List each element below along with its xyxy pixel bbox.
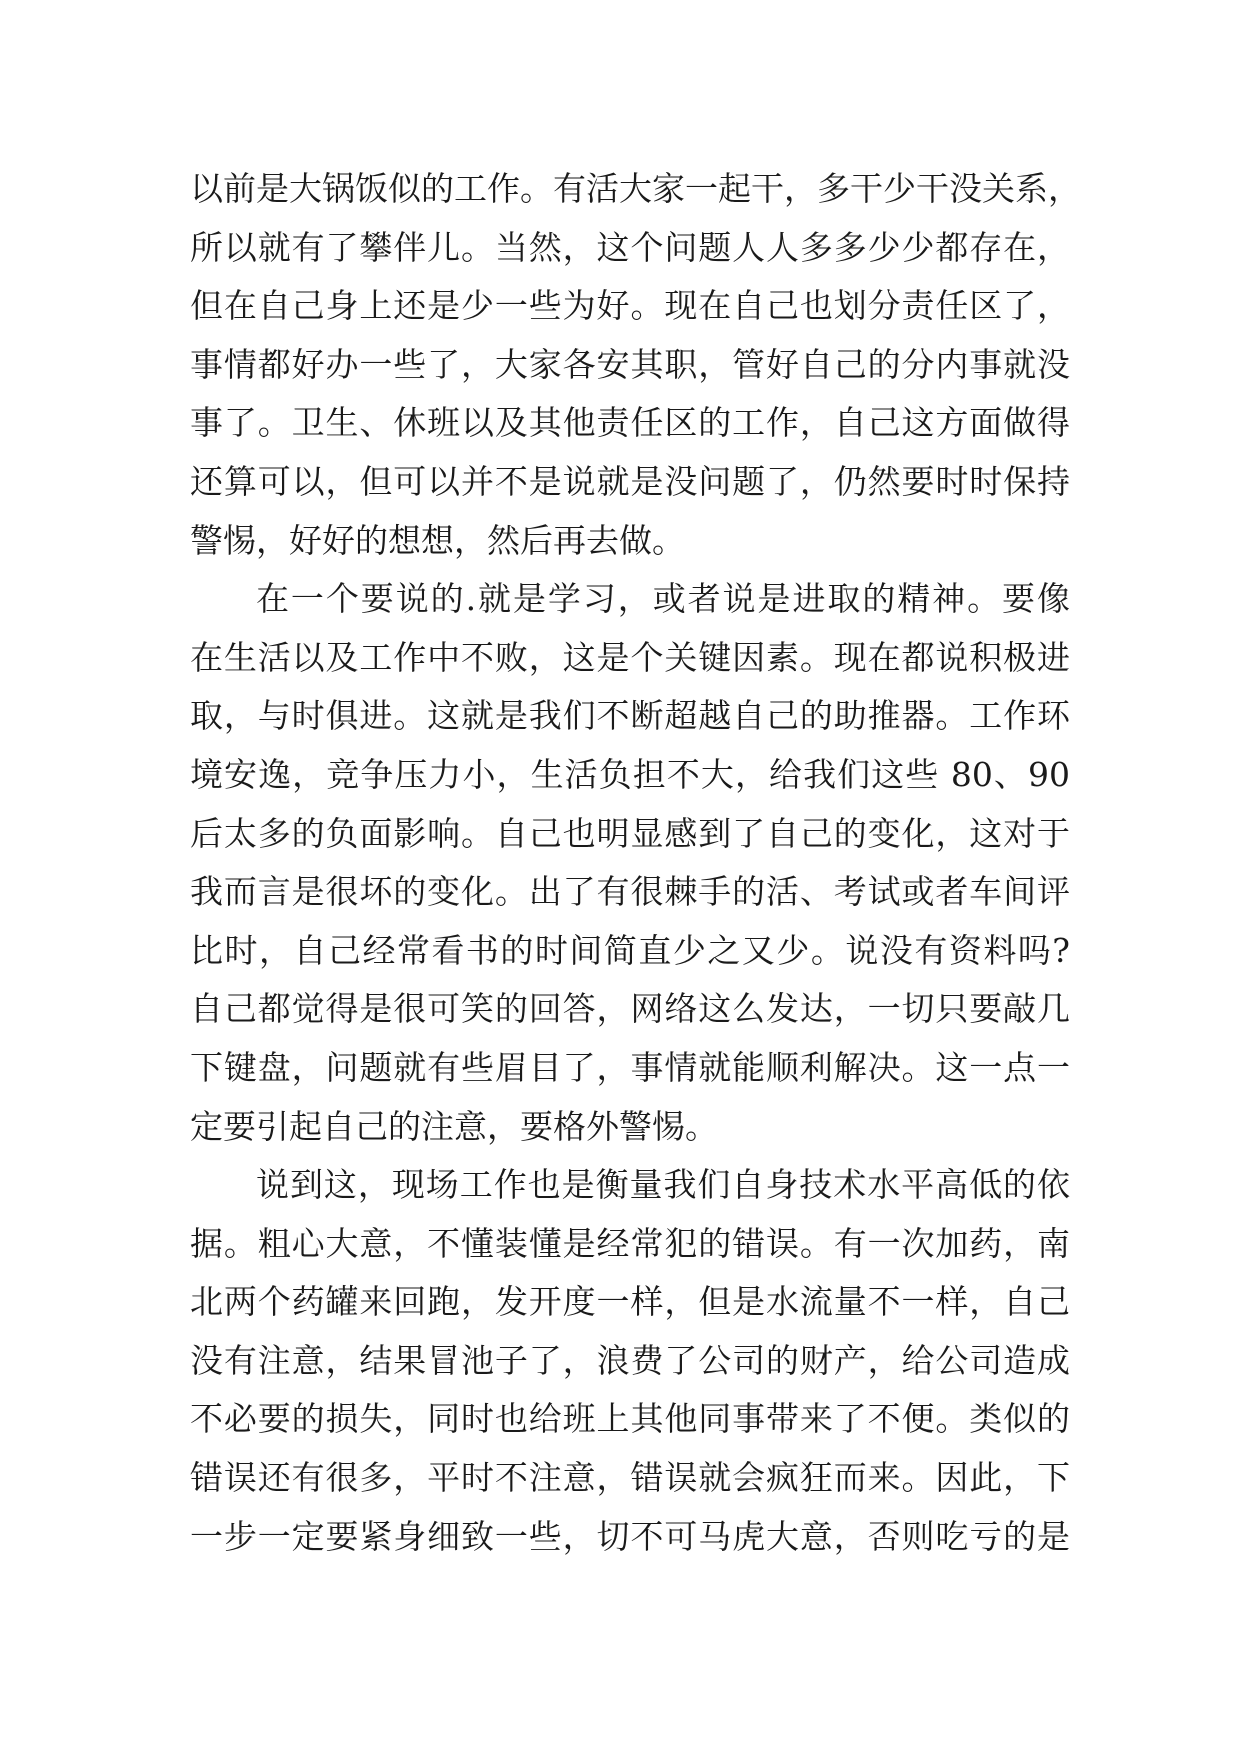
text-line: 定要引起自己的注意，要格外警惕。 (190, 1106, 718, 1146)
text-line: 北两个药罐来回跑，发开度一样，但是水流量不一样，自己 (190, 1282, 1070, 1322)
text-line: 没有注意，结果冒池子了，浪费了公司的财产，给公司造成 (190, 1340, 1070, 1380)
text-line: 后太多的负面影响。自己也明显感到了自己的变化，这对于 (190, 813, 1070, 853)
text-line: 一步一定要紧身细致一些，切不可马虎大意，否则吃亏的是 (190, 1516, 1070, 1556)
text-line: 所以就有了攀伴儿。当然，这个问题人人多多少少都存在， (190, 227, 1070, 267)
text-line: 事情都好办一些了，大家各安其职，管好自己的分内事就没 (190, 344, 1070, 384)
body-text (190, 160, 1081, 1566)
text-line: 以前是大锅饭似的工作。有活大家一起干，多干少干没关系， (190, 169, 1081, 208)
text-line: 比时，自己经常看书的时间简直少之又少。说没有资料吗? (190, 930, 1070, 970)
text-line: 警惕，好好的想想，然后再去做。 (190, 520, 685, 560)
text-line: 但在自己身上还是少一些为好。现在自己也划分责任区了， (190, 286, 1070, 326)
text-line: 下键盘，问题就有些眉目了，事情就能顺利解决。这一点一 (190, 1047, 1070, 1087)
text-line: 在生活以及工作中不败，这是个关键因素。现在都说积极进 (190, 637, 1070, 677)
text-line: 说到这，现场工作也是衡量我们自身技术水平高低的依 (256, 1165, 1070, 1205)
text-line: 错误还有很多，平时不注意，错误就会疯狂而来。因此，下 (190, 1458, 1070, 1498)
text-line: 取，与时俱进。这就是我们不断超越自己的助推器。工作环 (190, 696, 1070, 736)
text-line: 事了。卫生、休班以及其他责任区的工作，自己这方面做得 (190, 403, 1070, 443)
text-line: 在一个要说的.就是学习，或者说是进取的精神。要像 (256, 579, 1070, 619)
text-line: 据。粗心大意，不懂装懂是经常犯的错误。有一次加药，南 (190, 1223, 1070, 1263)
text-line: 境安逸，竞争压力小，生活负担不大，给我们这些 80、90 (190, 754, 1070, 794)
text-line: 还算可以，但可以并不是说就是没问题了，仍然要时时保持 (190, 461, 1070, 501)
text-line: 我而言是很坏的变化。出了有很棘手的活、考试或者车间评 (190, 872, 1070, 912)
text-line: 不必要的损失，同时也给班上其他同事带来了不便。类似的 (190, 1399, 1070, 1439)
text-line: 自己都觉得是很可笑的回答，网络这么发达，一切只要敲几 (190, 989, 1070, 1029)
